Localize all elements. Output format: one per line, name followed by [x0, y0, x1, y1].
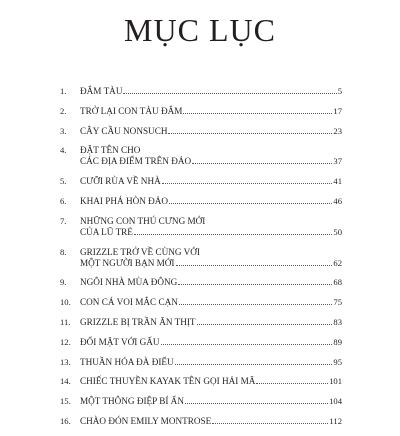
- toc-entry: [60, 86, 342, 97]
- toc-entry-title-line: KHAI PHÁ HÒN ĐẢO: [80, 195, 169, 206]
- toc-entry-body: [80, 145, 342, 167]
- toc-entry-title-line: ĐẮM TÀU: [80, 86, 123, 96]
- toc-entry-number: 10.: [60, 297, 71, 308]
- toc-entry: [60, 277, 342, 288]
- toc-entry-body: [80, 416, 342, 427]
- toc-entry-row: [80, 227, 342, 238]
- toc-entry-number: 1.: [60, 86, 67, 96]
- toc-entry-title-line: CHIẾC THUYỀN KAYAK TÊN GỌI HẢI MÃ: [80, 376, 256, 387]
- toc-entry-title-line: CƯỠI RÙA VỀ NHÀ: [80, 176, 161, 187]
- toc-page-number: 68: [333, 277, 342, 288]
- toc-entry-number: 14.: [60, 376, 71, 387]
- dot-leader: [176, 258, 333, 266]
- toc-entry-row: [80, 196, 342, 207]
- toc-entry: [60, 196, 342, 207]
- toc-entry-body: [80, 337, 342, 348]
- toc-entry-body: [80, 297, 342, 308]
- toc-entry-body: [80, 106, 342, 117]
- page-title: MỤC LỤC: [124, 12, 276, 48]
- toc-entry-number: 15.: [60, 396, 71, 407]
- toc-entry-title-line: GRIZZLE TRỞ VỀ CÙNG VỚI: [80, 246, 200, 257]
- dot-leader: [169, 196, 332, 204]
- toc-page-number: 104: [329, 396, 342, 407]
- toc-entry: [60, 297, 342, 308]
- toc-entry-number: 12.: [60, 336, 71, 347]
- toc-entry-number: 7.: [60, 215, 67, 226]
- dot-leader: [168, 126, 332, 134]
- toc-entry-row: [80, 376, 342, 387]
- dot-leader: [185, 396, 328, 404]
- toc-page-number: 37: [333, 156, 342, 167]
- toc-entry-number: 5.: [60, 176, 67, 187]
- dot-leader: [197, 317, 333, 325]
- toc-page-number: 17: [333, 105, 342, 116]
- toc-entry-body: [80, 247, 342, 269]
- toc-page-number: 95: [333, 356, 342, 367]
- toc-entry-body: [80, 216, 342, 238]
- toc-entry-row: [80, 106, 342, 117]
- toc-entry-number: 9.: [60, 277, 67, 288]
- toc-entry-number: 4.: [60, 145, 67, 156]
- toc-entry-title-line: THUẦN HÓA ĐÀ ĐIỂU: [80, 356, 174, 367]
- toc-entry-title-line: MỘT NGƯỜI BẠN MỚI: [80, 257, 175, 268]
- toc-entry-title-line: TRỞ LẠI CON TÀU ĐẮM: [80, 105, 183, 116]
- toc-page-number: 5: [337, 86, 342, 96]
- toc-entry-title-line: MỘT THÔNG ĐIỆP BÍ ẨN: [80, 396, 184, 407]
- toc-entry-row: [80, 86, 342, 97]
- toc-page-number: 41: [333, 176, 342, 187]
- toc-entry-row: [80, 357, 342, 368]
- dot-leader: [162, 176, 333, 184]
- toc-entry-title-line: NGÔI NHÀ MÙA ĐÔNG: [80, 277, 178, 288]
- toc-entry-title-line: CON CÁ VOI MẮC CẠN: [80, 297, 178, 308]
- toc-entry-title-line: CỦA LŨ TRẺ: [80, 226, 133, 237]
- toc-page-number: 23: [333, 125, 342, 136]
- dot-leader: [178, 277, 332, 285]
- toc-page-number: 75: [333, 297, 342, 308]
- toc-page-number: 101: [329, 376, 342, 387]
- toc-entry: [60, 176, 342, 187]
- toc-entry-number: 2.: [60, 105, 67, 116]
- dot-leader: [179, 297, 333, 305]
- toc-entry-body: [80, 86, 342, 97]
- toc-page-number: 89: [333, 336, 342, 347]
- toc-entry-row: [80, 176, 342, 187]
- dot-leader: [175, 357, 333, 365]
- toc-entry-body: [80, 277, 342, 288]
- dot-leader: [192, 156, 332, 164]
- toc-page-number: 46: [333, 195, 342, 206]
- toc-entry: [60, 126, 342, 137]
- toc-entry: [60, 396, 342, 407]
- toc-page-number: 83: [333, 316, 342, 327]
- toc-entry: [60, 376, 342, 387]
- toc-entry-row: [80, 317, 342, 328]
- toc-entry-body: [80, 357, 342, 368]
- dot-leader: [256, 376, 328, 384]
- toc-entry: [60, 247, 342, 269]
- toc-entry-body: [80, 317, 342, 328]
- toc-entry-row: [80, 416, 342, 427]
- toc-entry-row: [80, 126, 342, 137]
- toc-entry-row: [80, 337, 342, 348]
- toc-entry-title-line: CHÀO ĐÓN EMILY MONTROSE: [80, 415, 212, 426]
- toc-entry: [60, 216, 342, 238]
- toc-page-number: 62: [333, 257, 342, 268]
- dot-leader: [183, 106, 332, 114]
- toc-entry-title-line: GRIZZLE BỊ TRẦN ĂN THỊT: [80, 316, 196, 327]
- toc-entry: [60, 337, 342, 348]
- toc-entry-number: 13.: [60, 356, 71, 367]
- toc-entry-body: [80, 196, 342, 207]
- toc-entry: [60, 106, 342, 117]
- toc-entry: [60, 416, 342, 427]
- toc-entry-title-line: ĐẶT TÊN CHO: [80, 145, 141, 156]
- toc-entry: [60, 145, 342, 167]
- toc-entry-row: [80, 277, 342, 288]
- toc-entry-number: 3.: [60, 125, 67, 136]
- toc-entry-number: 11.: [60, 316, 71, 327]
- toc-entry-title-line: ĐỐI MẶT VỚI GẤU: [80, 336, 160, 347]
- toc-entry: [60, 357, 342, 368]
- toc-entry-body: [80, 126, 342, 137]
- toc-entry-number: 6.: [60, 195, 67, 206]
- toc-entry-row: [80, 156, 342, 167]
- dot-leader: [123, 86, 336, 94]
- toc-entry-number: 8.: [60, 246, 67, 257]
- toc-entry-row: [80, 297, 342, 308]
- dot-leader: [161, 337, 333, 345]
- toc-entry-body: [80, 396, 342, 407]
- toc-entry: [60, 317, 342, 328]
- dot-leader: [212, 416, 328, 424]
- toc-entry-row: [80, 258, 342, 269]
- toc-entry-title-line: CÂY CẦU NONSUCH: [80, 125, 168, 136]
- dot-leader: [134, 227, 332, 235]
- toc-list: [60, 86, 342, 436]
- toc-entry-title-line: NHỮNG CON THÚ CƯNG MỚI: [80, 215, 206, 226]
- toc-entry-row: [80, 396, 342, 407]
- toc-page-number: 50: [333, 226, 342, 237]
- toc-page-number: 112: [329, 415, 342, 426]
- toc-entry-number: 16.: [60, 415, 71, 426]
- toc-entry-title-line: CÁC ĐỊA ĐIỂM TRÊN ĐẢO: [80, 156, 192, 167]
- toc-entry-body: [80, 376, 342, 387]
- toc-entry-body: [80, 176, 342, 187]
